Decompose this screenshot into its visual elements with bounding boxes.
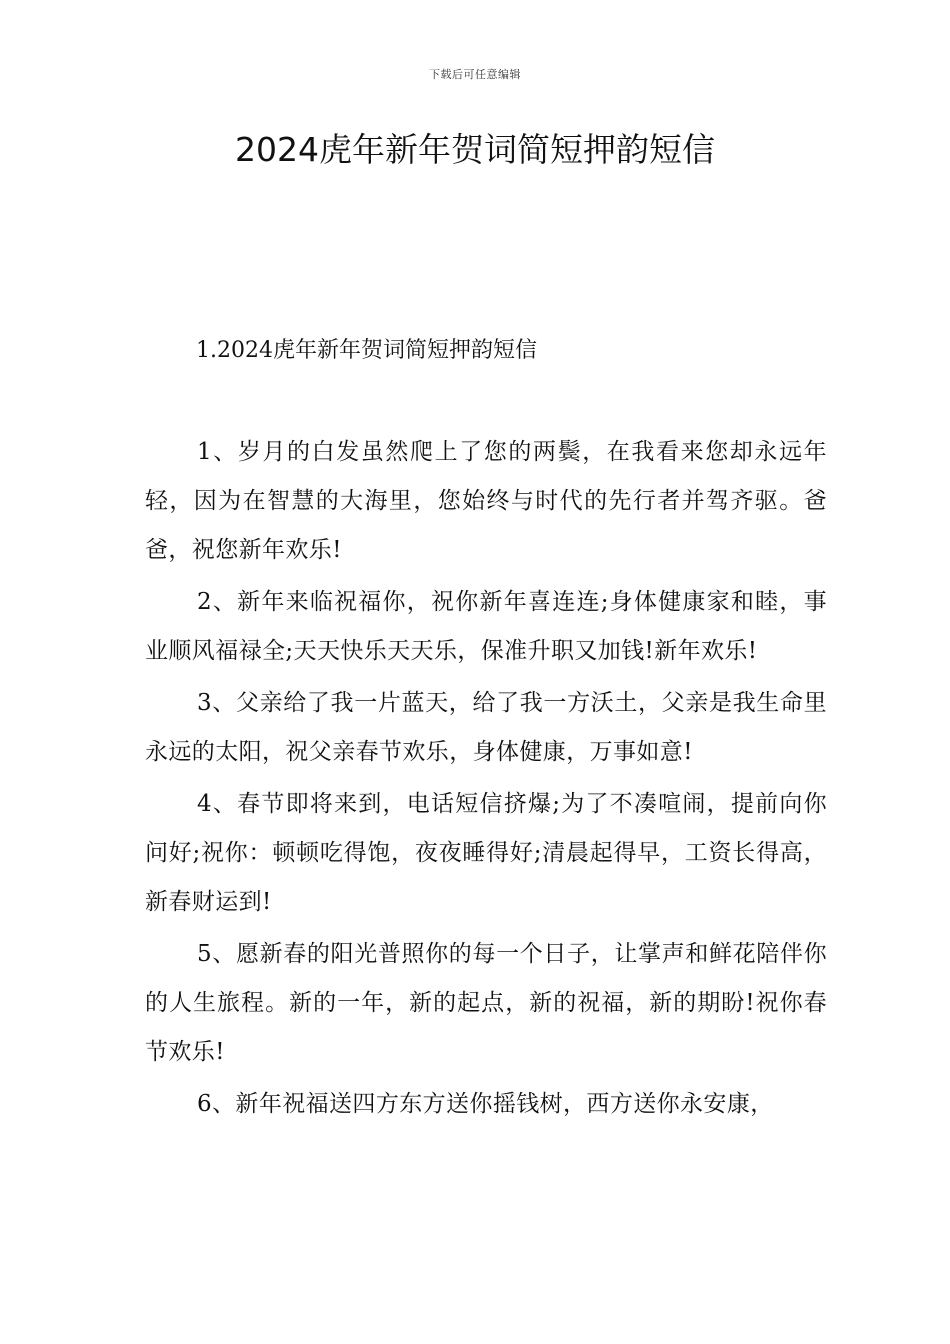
document-body [145,428,827,1132]
paragraph-3: 3、父亲给了我一片蓝天，给了我一方沃土，父亲是我生命里永远的太阳，祝父亲春节欢乐，身体健康，万事如意! [145,690,827,765]
paragraph-5: 5、愿新春的阳光普照你的每一个日子，让掌声和鲜花陪伴你的人生旅程。新的一年，新的起点，新的祝福，新的期盼!祝你春节欢乐! [145,941,827,1065]
header-note: 下载后可任意编辑 [429,68,521,81]
section-heading: 1.2024虎年新年贺词简短押韵短信 [196,338,537,363]
paragraph-6: 6、新年祝福送四方东方送你摇钱树，西方送你永安康， [197,1091,774,1117]
document-title: 2024虎年新年贺词简短押韵短信 [235,130,715,169]
paragraph-4: 4、春节即将来到，电话短信挤爆;为了不凑喧闹，提前向你问好;祝你：顿顿吃得饱，夜夜睡得好;清晨起得早，工资长得高，新春财运到! [145,791,827,915]
paragraph-1: 1、岁月的白发虽然爬上了您的两鬓，在我看来您却永远年轻，因为在智慧的大海里，您始终与时代的先行者并驾齐驱。爸爸，祝您新年欢乐! [145,439,827,563]
paragraph-2: 2、新年来临祝福你，祝你新年喜连连;身体健康家和睦，事业顺风福禄全;天天快乐天天乐，保准升职又加钱!新年欢乐! [145,589,827,664]
